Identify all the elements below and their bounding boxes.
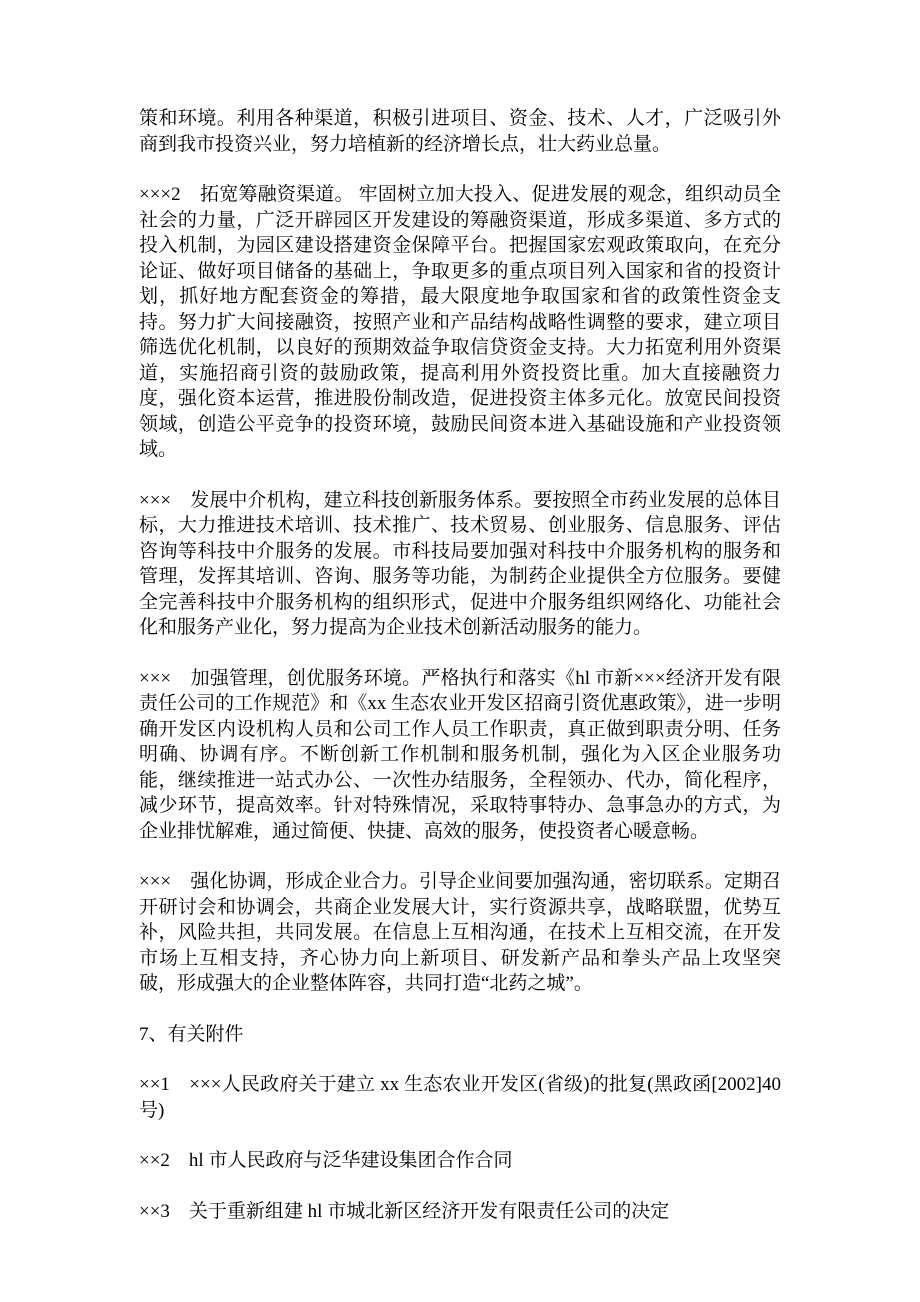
- paragraph-policy-environment: 策和环境。利用各种渠道，积极引进项目、资金、技术、人才，广泛吸引外商到我市投资兴业，努力培植新的经济增长点，壮大药业总量。: [139, 108, 781, 155]
- attachment-item-2: ××2 hl 市人民政府与泛华建设集团合作合同: [139, 1150, 513, 1171]
- attachment-item-1: ××1 ×××人民政府关于建立 xx 生态农业开发区(省级)的批复(黑政函[2002]40 号): [139, 1074, 781, 1121]
- paragraph-financing-channels: ×××2 拓宽筹融资渠道。 牢固树立加大投入、促进发展的观念，组织动员全社会的力量，广泛开辟园区开发建设的筹融资渠道，形成多渠道、多方式的投入机制，为园区建设搭建资金保障平台。把握国家宏观政策取向，在充分论证、做好项目储备的基础上，争取更多的重点项目列入国家和省的投资计划，抓好地方配套资金的筹措，最大限度地争取国家和省的政策性资金支持。努力扩大间接融资，按照产业和产品结构战略性调整的要求，建立项目筛选优化机制，以良好的预期效益争取信贷资金支持。大力拓宽利用外资渠道，实施招商引资的鼓励政策，提高利用外资投资比重。加大直接融资力度，强化资本运营，推进股份制改造，促进投资主体多元化。放宽民间投资领域，创造公平竞争的投资环境，鼓励民间资本进入基础设施和产业投资领域。: [139, 184, 781, 460]
- heading-attachments: 7、有关附件: [139, 1023, 244, 1045]
- paragraph-intermediary-agencies: ××× 发展中介机构，建立科技创新服务体系。要按照全市药业发展的总体目标，大力推进技术培训、技术推广、技术贸易、创业服务、信息服务、评估咨询等科技中介服务的发展。市科技局要加强对科技中介服务机构的服务和管理，发挥其培训、咨询、服务等功能，为制药企业提供全方位服务。要健全完善科技中介服务机构的组织形式，促进中介服务组织网络化、功能社会化和服务产业化，努力提高为企业技术创新活动服务的能力。: [139, 489, 781, 638]
- paragraph-coordination: ××× 强化协调，形成企业合力。引导企业间要加强沟通，密切联系。定期召开研讨会和协调会，共商企业发展大计，实行资源共享，战略联盟，优势互补，风险共担，共同发展。在信息上互相沟通，在技术上互相交流，在开发市场上互相支持，齐心协力向上新项目、研发新产品和拳头产品上攻坚突破，形成强大的企业整体阵容，共同打造“北药之城”。: [139, 871, 781, 994]
- attachment-item-3: ××3 关于重新组建 hl 市城北新区经济开发有限责任公司的决定: [139, 1200, 670, 1222]
- paragraph-strengthen-management: ××× 加强管理，创优服务环境。严格执行和落实《hl 市新×××经济开发有限责任公司的工作规范》和《xx 生态农业开发区招商引资优惠政策》，进一步明确开发区内设机构人员和公司工作人员工作职责，真正做到职责分明、任务明确、协调有序。不断创新工作机制和服务机制，强化为入区企业服务功能，继续推进一站式办公、一次性办结服务，全程领办、代办，简化程序，减少环节，提高效率。针对特殊情况，采取特事特办、急事急办的方式，为企业排忧解难，通过简便、快捷、高效的服务，使投资者心暖意畅。: [139, 667, 781, 842]
